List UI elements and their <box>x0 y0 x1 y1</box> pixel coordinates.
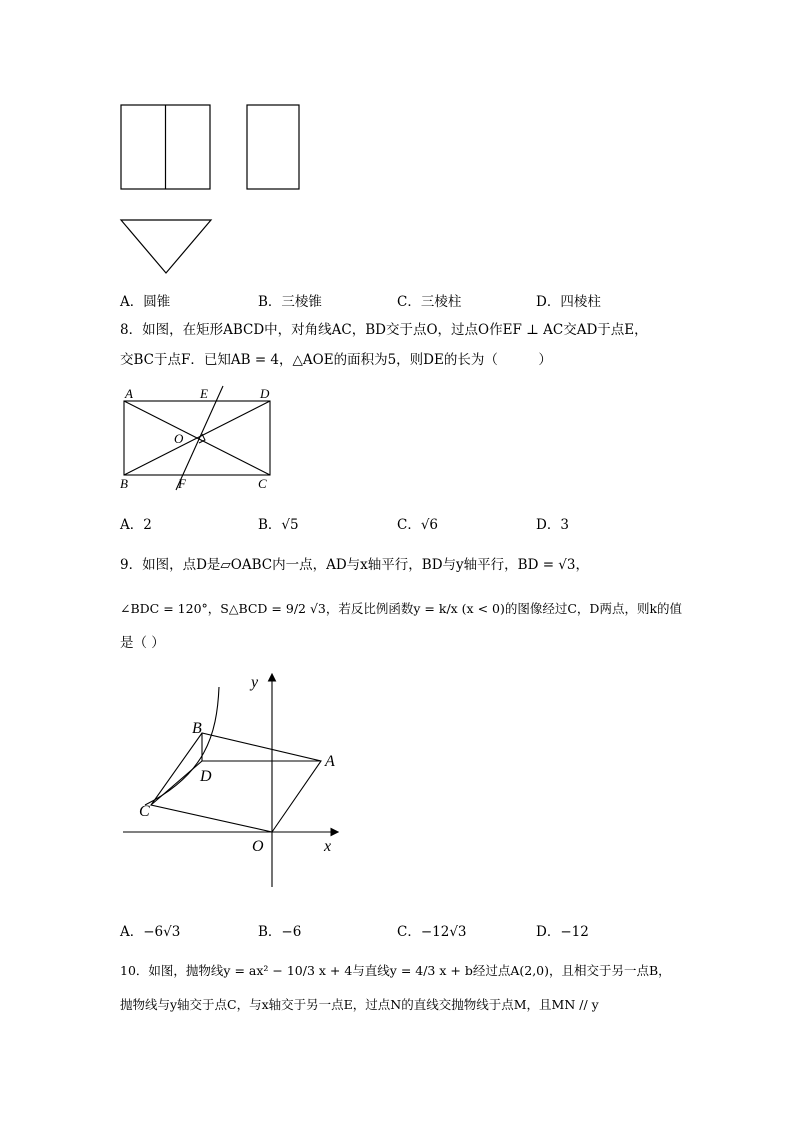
label-a: A <box>125 386 133 401</box>
q8-rectangle-figure <box>110 383 290 493</box>
q10-stem-line2: 抛物线与y轴交于点C，与x轴交于另一点E，过点N的直线交抛物线于点M，且MN // y <box>120 997 599 1012</box>
label-y: y <box>251 674 259 691</box>
label-a: A <box>325 753 335 770</box>
q7-option-d[interactable]: D．四棱柱 <box>536 294 601 310</box>
label-f: F <box>178 476 186 491</box>
label-d: D <box>200 768 212 785</box>
q9-coordinate-figure <box>115 665 355 895</box>
label-o: O <box>252 838 264 855</box>
label-b: B <box>192 720 202 737</box>
q8-option-d[interactable]: D．3 <box>536 517 569 533</box>
q7-option-a[interactable]: A．圆锥 <box>120 294 171 310</box>
label-d: D <box>260 386 270 401</box>
q9-option-b[interactable]: B．−6 <box>258 924 302 940</box>
q9-option-c[interactable]: C．−12√3 <box>397 924 467 940</box>
q9-stem-line1: 9．如图，点D是▱OABC内一点，AD与x轴平行，BD与y轴平行，BD = √3， <box>120 557 589 573</box>
q8-stem-line1: 8．如图，在矩形ABCD中，对角线AC，BD交于点O，过点O作EF ⊥ AC交AD于点E， <box>120 322 648 338</box>
top-view-triangle <box>121 220 211 273</box>
segment-cd <box>151 761 202 805</box>
q7-option-b[interactable]: B．三棱锥 <box>258 294 322 310</box>
label-c: C <box>258 476 267 491</box>
q10-stem-line1: 10．如图，抛物线y = ax² − 10/3 x + 4与直线y = 4/3 x + b经过点A(2,0)，且相交于另一点B， <box>120 963 671 978</box>
label-c: C <box>139 803 150 820</box>
q8-option-a[interactable]: A．2 <box>120 517 152 533</box>
label-b: B <box>120 476 128 491</box>
q8-option-c[interactable]: C．√6 <box>397 517 439 533</box>
q7-three-views-figure <box>110 95 320 280</box>
q8-option-b[interactable]: B．√5 <box>258 517 299 533</box>
q9-stem-line2: ∠BDC = 120°，S△BCD = 9/2 √3，若反比例函数y = k/x (x < 0)的图像经过C，D两点，则k的值 <box>120 601 683 616</box>
label-o: O <box>174 431 184 446</box>
hyperbola-curve <box>145 687 219 805</box>
q9-option-a[interactable]: A．−6√3 <box>120 924 181 940</box>
label-x: x <box>324 838 332 855</box>
q9-option-d[interactable]: D．−12 <box>536 924 589 940</box>
q9-stem-line3: 是（ ） <box>120 635 165 651</box>
side-view-rect <box>247 105 299 189</box>
label-e: E <box>200 386 208 401</box>
q7-option-c[interactable]: C．三棱柱 <box>397 294 462 310</box>
q8-stem-line2: 交BC于点F．已知AB = 4，△AOE的面积为5，则DE的长为（ ） <box>120 352 552 368</box>
